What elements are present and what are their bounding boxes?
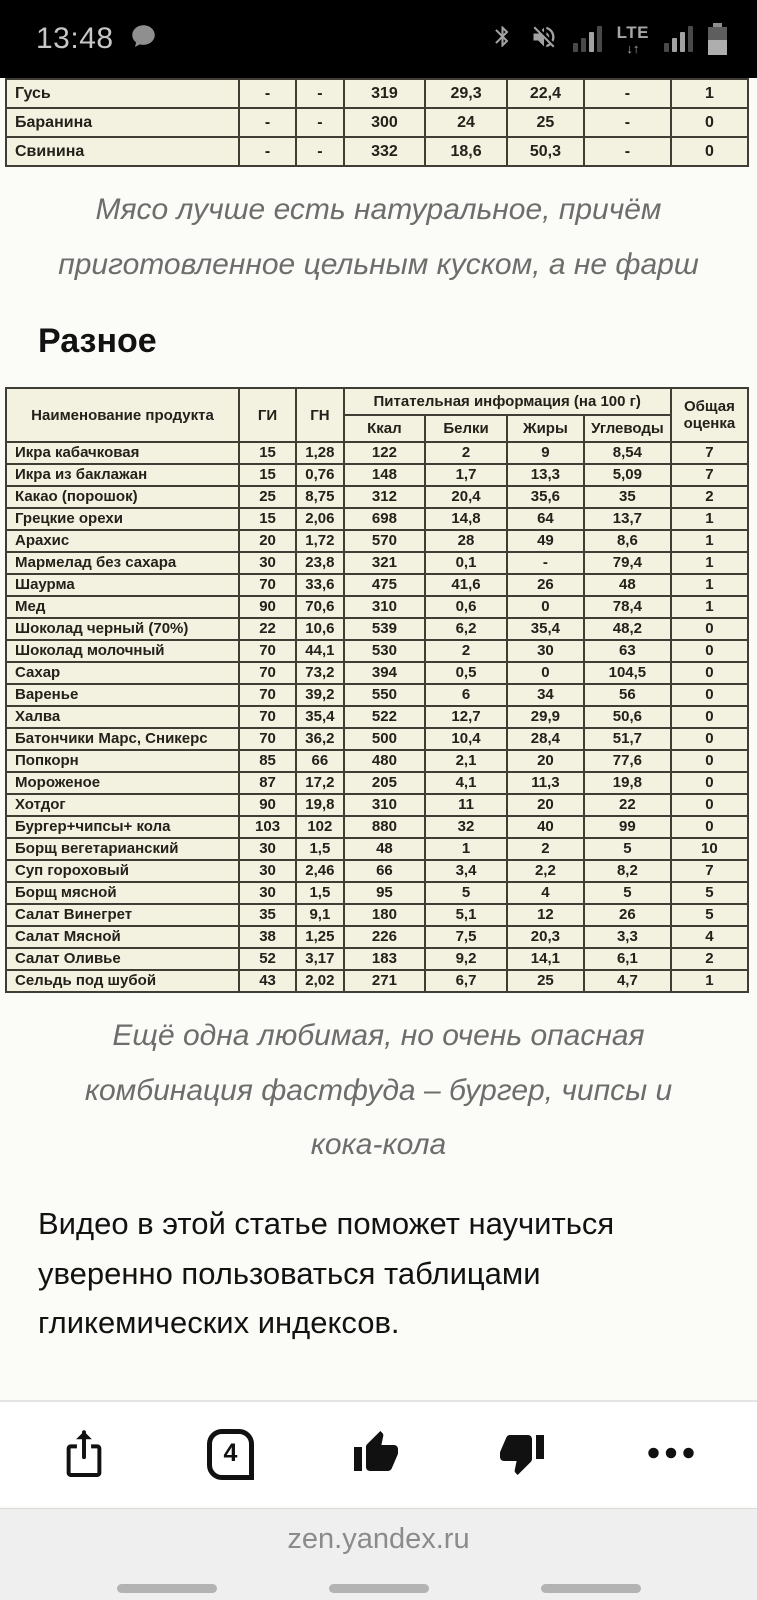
value-cell: 70: [239, 706, 296, 728]
value-cell: 530: [344, 640, 426, 662]
value-cell: -: [584, 108, 671, 137]
value-cell: 522: [344, 706, 426, 728]
value-cell: 90: [239, 794, 296, 816]
value-cell: 26: [584, 904, 671, 926]
product-name-cell: Шоколад черный (70%): [6, 618, 239, 640]
lte-indicator: LTE ↓↑: [616, 22, 649, 56]
article-paragraph: Видео в этой статье поможет научиться уверенно пользоваться таблицами гликемических индексов.: [38, 1205, 615, 1341]
value-cell: -: [507, 552, 584, 574]
signal-strength-icon-sim2: [664, 26, 693, 52]
product-name-cell: Хотдог: [6, 794, 239, 816]
value-cell: 6,2: [425, 618, 507, 640]
col-header-product: Наименование продукта: [6, 388, 239, 442]
message-notification-icon: [130, 23, 157, 55]
value-cell: 70: [239, 662, 296, 684]
table-row: [6, 108, 748, 137]
value-cell: 2: [671, 486, 748, 508]
value-cell: 1,5: [296, 882, 343, 904]
product-name-cell: Мороженое: [6, 772, 239, 794]
value-cell: 2,06: [296, 508, 343, 530]
value-cell: 56: [584, 684, 671, 706]
value-cell: 0: [671, 137, 748, 166]
table-row: [6, 970, 748, 992]
product-name-cell: Варенье: [6, 684, 239, 706]
table-row: [6, 79, 748, 108]
value-cell: 5: [584, 882, 671, 904]
table-row: [6, 508, 748, 530]
value-cell: -: [239, 108, 296, 137]
tabs-icon: [207, 1429, 254, 1480]
value-cell: 1: [671, 79, 748, 108]
section-heading: Разное: [38, 322, 157, 361]
value-cell: 43: [239, 970, 296, 992]
misc-foods-table: [5, 387, 749, 993]
table-row: [6, 640, 748, 662]
value-cell: 17,2: [296, 772, 343, 794]
value-cell: 1,25: [296, 926, 343, 948]
value-cell: 30: [239, 838, 296, 860]
value-cell: 11: [425, 794, 507, 816]
value-cell: 0,1: [425, 552, 507, 574]
value-cell: 2,2: [507, 860, 584, 882]
value-cell: 5,1: [425, 904, 507, 926]
value-cell: 12: [507, 904, 584, 926]
value-cell: 99: [584, 816, 671, 838]
value-cell: 40: [507, 816, 584, 838]
value-cell: 0: [671, 750, 748, 772]
value-cell: 22: [239, 618, 296, 640]
value-cell: 319: [344, 79, 426, 108]
table-row: [6, 728, 748, 750]
value-cell: 332: [344, 137, 426, 166]
col-header-fat: Жиры: [507, 415, 584, 442]
product-name-cell: Шаурма: [6, 574, 239, 596]
value-cell: 70: [239, 574, 296, 596]
value-cell: 180: [344, 904, 426, 926]
value-cell: 183: [344, 948, 426, 970]
value-cell: 2,46: [296, 860, 343, 882]
value-cell: 13,7: [584, 508, 671, 530]
value-cell: 0: [671, 108, 748, 137]
value-cell: 0: [671, 662, 748, 684]
value-cell: 78,4: [584, 596, 671, 618]
value-cell: 63: [584, 640, 671, 662]
table-row: [6, 838, 748, 860]
value-cell: 9: [507, 442, 584, 464]
value-cell: 1: [671, 574, 748, 596]
value-cell: 15: [239, 464, 296, 486]
product-name-cell: Икра из баклажан: [6, 464, 239, 486]
value-cell: 26: [507, 574, 584, 596]
product-name-cell: Мармелад без сахара: [6, 552, 239, 574]
value-cell: 10: [671, 838, 748, 860]
table-row: [6, 904, 748, 926]
product-name-cell: Батончики Марс, Сникерс: [6, 728, 239, 750]
product-name-cell: Свинина: [6, 137, 239, 166]
table-row: [6, 464, 748, 486]
navigation-hint-bars: [0, 1584, 757, 1593]
value-cell: 35,4: [507, 618, 584, 640]
value-cell: 6,7: [425, 970, 507, 992]
value-cell: 1,5: [296, 838, 343, 860]
value-cell: 48: [584, 574, 671, 596]
value-cell: 9,1: [296, 904, 343, 926]
value-cell: 1: [671, 552, 748, 574]
value-cell: 1,28: [296, 442, 343, 464]
value-cell: 25: [507, 108, 584, 137]
value-cell: 29,3: [425, 79, 507, 108]
value-cell: 5: [671, 882, 748, 904]
value-cell: -: [296, 137, 343, 166]
share-icon: [59, 1426, 109, 1483]
value-cell: 2: [671, 948, 748, 970]
product-name-cell: Салат Винегрет: [6, 904, 239, 926]
table-row: [6, 750, 748, 772]
value-cell: 35: [239, 904, 296, 926]
table-row: [6, 137, 748, 166]
value-cell: 23,8: [296, 552, 343, 574]
product-name-cell: Сельдь под шубой: [6, 970, 239, 992]
table-row: [6, 662, 748, 684]
value-cell: 300: [344, 108, 426, 137]
value-cell: 205: [344, 772, 426, 794]
value-cell: -: [296, 108, 343, 137]
value-cell: 79,4: [584, 552, 671, 574]
value-cell: 77,6: [584, 750, 671, 772]
image-caption-fastfood: Ещё одна любимая, но очень опасная комбинация фастфуда – бургер, чипсы и кока-кола: [84, 1019, 673, 1162]
value-cell: 0: [671, 794, 748, 816]
product-name-cell: Грецкие орехи: [6, 508, 239, 530]
product-name-cell: Халва: [6, 706, 239, 728]
value-cell: 20,4: [425, 486, 507, 508]
tab-count: 4: [223, 1438, 238, 1467]
value-cell: 30: [239, 882, 296, 904]
bluetooth-icon: [490, 23, 515, 55]
value-cell: 102: [296, 816, 343, 838]
value-cell: 3,4: [425, 860, 507, 882]
value-cell: 5: [584, 838, 671, 860]
product-name-cell: Попкорн: [6, 750, 239, 772]
value-cell: 38: [239, 926, 296, 948]
value-cell: 0: [671, 706, 748, 728]
value-cell: 6,1: [584, 948, 671, 970]
value-cell: 20,3: [507, 926, 584, 948]
value-cell: 480: [344, 750, 426, 772]
value-cell: 39,2: [296, 684, 343, 706]
value-cell: 271: [344, 970, 426, 992]
value-cell: 475: [344, 574, 426, 596]
value-cell: 2,02: [296, 970, 343, 992]
value-cell: 104,5: [584, 662, 671, 684]
value-cell: 0,6: [425, 596, 507, 618]
value-cell: 25: [507, 970, 584, 992]
value-cell: 880: [344, 816, 426, 838]
col-header-gi: ГИ: [239, 388, 296, 442]
value-cell: 3,3: [584, 926, 671, 948]
col-header-protein: Белки: [425, 415, 507, 442]
value-cell: 1: [425, 838, 507, 860]
value-cell: -: [239, 79, 296, 108]
value-cell: 2: [507, 838, 584, 860]
value-cell: 35,6: [507, 486, 584, 508]
value-cell: 2,1: [425, 750, 507, 772]
value-cell: 41,6: [425, 574, 507, 596]
value-cell: 550: [344, 684, 426, 706]
product-name-cell: Баранина: [6, 108, 239, 137]
value-cell: 5: [671, 904, 748, 926]
product-name-cell: Салат Оливье: [6, 948, 239, 970]
product-name-cell: Икра кабачковая: [6, 442, 239, 464]
value-cell: 29,9: [507, 706, 584, 728]
value-cell: 11,3: [507, 772, 584, 794]
sound-muted-icon: [530, 23, 558, 56]
value-cell: 10,6: [296, 618, 343, 640]
value-cell: 0: [671, 684, 748, 706]
product-name-cell: Суп гороховый: [6, 860, 239, 882]
value-cell: 0,76: [296, 464, 343, 486]
value-cell: 15: [239, 508, 296, 530]
clock: 13:48: [36, 22, 114, 55]
value-cell: 3,17: [296, 948, 343, 970]
table-row: [6, 574, 748, 596]
value-cell: 33,6: [296, 574, 343, 596]
value-cell: 8,2: [584, 860, 671, 882]
product-name-cell: Арахис: [6, 530, 239, 552]
table-row: [6, 926, 748, 948]
value-cell: 10,4: [425, 728, 507, 750]
value-cell: 28: [425, 530, 507, 552]
value-cell: 13,3: [507, 464, 584, 486]
value-cell: 50,3: [507, 137, 584, 166]
value-cell: 30: [239, 860, 296, 882]
product-name-cell: Бургер+чипсы+ кола: [6, 816, 239, 838]
table-row: [6, 772, 748, 794]
col-header-carbs: Углеводы: [584, 415, 671, 442]
table-row: [6, 948, 748, 970]
nav-recents-handle[interactable]: [117, 1584, 217, 1593]
value-cell: 8,75: [296, 486, 343, 508]
value-cell: 103: [239, 816, 296, 838]
value-cell: 30: [239, 552, 296, 574]
product-name-cell: Мед: [6, 596, 239, 618]
table-row: [6, 530, 748, 552]
value-cell: 12,7: [425, 706, 507, 728]
table-row: [6, 860, 748, 882]
product-name-cell: Сахар: [6, 662, 239, 684]
value-cell: 148: [344, 464, 426, 486]
col-header-gn: ГН: [296, 388, 343, 442]
value-cell: 20: [507, 750, 584, 772]
value-cell: 5: [425, 882, 507, 904]
value-cell: 394: [344, 662, 426, 684]
value-cell: 14,8: [425, 508, 507, 530]
value-cell: 44,1: [296, 640, 343, 662]
col-header-score: Общая оценка: [671, 388, 748, 442]
value-cell: 64: [507, 508, 584, 530]
value-cell: 22,4: [507, 79, 584, 108]
ellipsis-icon: [644, 1446, 698, 1463]
col-header-kcal: Ккал: [344, 415, 426, 442]
value-cell: 500: [344, 728, 426, 750]
value-cell: 698: [344, 508, 426, 530]
value-cell: 19,8: [584, 772, 671, 794]
share-button[interactable]: [59, 1426, 109, 1483]
value-cell: 5,09: [584, 464, 671, 486]
value-cell: 7: [671, 442, 748, 464]
table-row: [6, 596, 748, 618]
value-cell: 35,4: [296, 706, 343, 728]
value-cell: 18,6: [425, 137, 507, 166]
value-cell: 70: [239, 728, 296, 750]
value-cell: 95: [344, 882, 426, 904]
value-cell: 0: [671, 816, 748, 838]
lte-data-arrows-icon: ↓↑: [626, 40, 640, 56]
value-cell: 0: [507, 662, 584, 684]
value-cell: 19,8: [296, 794, 343, 816]
tabs-button[interactable]: [207, 1429, 254, 1480]
table-row: [6, 882, 748, 904]
address-bar[interactable]: [0, 1508, 757, 1600]
value-cell: 310: [344, 596, 426, 618]
nav-back-handle[interactable]: [541, 1584, 641, 1593]
value-cell: 8,6: [584, 530, 671, 552]
value-cell: 49: [507, 530, 584, 552]
value-cell: 7: [671, 464, 748, 486]
value-cell: 8,54: [584, 442, 671, 464]
value-cell: 73,2: [296, 662, 343, 684]
value-cell: 28,4: [507, 728, 584, 750]
value-cell: 20: [507, 794, 584, 816]
value-cell: 70,6: [296, 596, 343, 618]
product-name-cell: Борщ вегетарианский: [6, 838, 239, 860]
value-cell: 310: [344, 794, 426, 816]
value-cell: 0,5: [425, 662, 507, 684]
table-row: [6, 618, 748, 640]
value-cell: 24: [425, 108, 507, 137]
value-cell: 0: [507, 596, 584, 618]
nav-home-handle[interactable]: [329, 1584, 429, 1593]
value-cell: 539: [344, 618, 426, 640]
value-cell: 14,1: [507, 948, 584, 970]
value-cell: 70: [239, 640, 296, 662]
value-cell: 0: [671, 618, 748, 640]
value-cell: 66: [296, 750, 343, 772]
table-row: [6, 794, 748, 816]
product-name-cell: Шоколад молочный: [6, 640, 239, 662]
value-cell: 51,7: [584, 728, 671, 750]
value-cell: 1,72: [296, 530, 343, 552]
more-options-button[interactable]: [644, 1446, 698, 1463]
like-button[interactable]: [352, 1429, 400, 1480]
value-cell: 70: [239, 684, 296, 706]
product-name-cell: Салат Мясной: [6, 926, 239, 948]
col-header-nutrition: Питательная информация (на 100 г): [344, 388, 671, 415]
status-bar: [0, 0, 757, 78]
value-cell: 48: [344, 838, 426, 860]
value-cell: 2: [425, 442, 507, 464]
battery-icon: [708, 23, 727, 55]
dislike-button[interactable]: [498, 1429, 546, 1480]
value-cell: 1: [671, 970, 748, 992]
value-cell: 1,7: [425, 464, 507, 486]
value-cell: 32: [425, 816, 507, 838]
value-cell: 90: [239, 596, 296, 618]
value-cell: 0: [671, 728, 748, 750]
table-row: [6, 552, 748, 574]
value-cell: 0: [671, 640, 748, 662]
value-cell: 1: [671, 508, 748, 530]
value-cell: 226: [344, 926, 426, 948]
value-cell: 48,2: [584, 618, 671, 640]
value-cell: 35: [584, 486, 671, 508]
meat-table-partial: [5, 78, 749, 167]
value-cell: 2: [425, 640, 507, 662]
value-cell: 20: [239, 530, 296, 552]
value-cell: -: [584, 137, 671, 166]
value-cell: 7,5: [425, 926, 507, 948]
table-row: [6, 706, 748, 728]
product-name-cell: Какао (порошок): [6, 486, 239, 508]
value-cell: 4: [671, 926, 748, 948]
image-caption-meat: Мясо лучше есть натуральное, причём приготовленное цельным куском, а не фарш: [58, 193, 699, 281]
table-row: [6, 816, 748, 838]
value-cell: 312: [344, 486, 426, 508]
value-cell: 50,6: [584, 706, 671, 728]
value-cell: 4,1: [425, 772, 507, 794]
value-cell: 36,2: [296, 728, 343, 750]
value-cell: 22: [584, 794, 671, 816]
value-cell: 87: [239, 772, 296, 794]
table-row: [6, 486, 748, 508]
page-url: zen.yandex.ru: [287, 1523, 470, 1555]
value-cell: 30: [507, 640, 584, 662]
value-cell: 0: [671, 772, 748, 794]
value-cell: 1: [671, 596, 748, 618]
value-cell: 9,2: [425, 948, 507, 970]
thumbs-down-icon: [498, 1429, 546, 1480]
value-cell: 7: [671, 860, 748, 882]
thumbs-up-icon: [352, 1429, 400, 1480]
value-cell: -: [239, 137, 296, 166]
value-cell: 570: [344, 530, 426, 552]
value-cell: 25: [239, 486, 296, 508]
value-cell: 4: [507, 882, 584, 904]
value-cell: 15: [239, 442, 296, 464]
browser-toolbar: [0, 1400, 757, 1506]
value-cell: -: [296, 79, 343, 108]
product-name-cell: Борщ мясной: [6, 882, 239, 904]
value-cell: 34: [507, 684, 584, 706]
value-cell: 66: [344, 860, 426, 882]
value-cell: 4,7: [584, 970, 671, 992]
value-cell: 85: [239, 750, 296, 772]
value-cell: 122: [344, 442, 426, 464]
value-cell: -: [584, 79, 671, 108]
value-cell: 6: [425, 684, 507, 706]
value-cell: 1: [671, 530, 748, 552]
value-cell: 321: [344, 552, 426, 574]
table-row: [6, 442, 748, 464]
product-name-cell: Гусь: [6, 79, 239, 108]
value-cell: 52: [239, 948, 296, 970]
table-row: [6, 684, 748, 706]
signal-strength-icon-sim1: [573, 26, 602, 52]
